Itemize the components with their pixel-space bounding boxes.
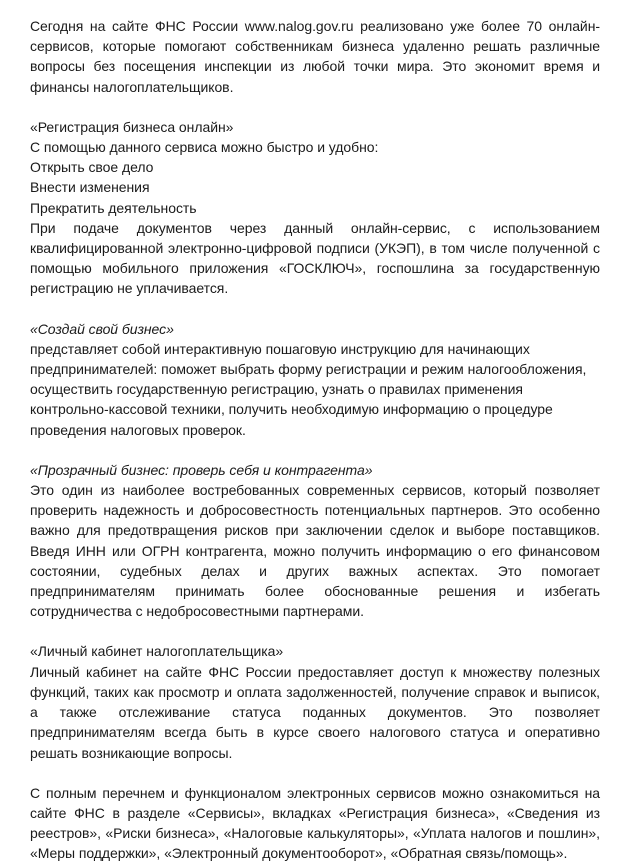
service-body-registration: При подаче документов через данный онлайн-сервис, с использованием квалифицированной электронно-цифровой подписи (УКЭП), в том числе полученной с помощью мобильного приложения «ГОСКЛЮЧ», госпошлина за государственную регистрацию не уплачивается. (30, 219, 600, 297)
service-heading-registration: «Регистрация бизнеса онлайн» (30, 118, 234, 135)
service-heading-transparent-business: «Прозрачный бизнес: проверь себя и контрагента» (30, 461, 373, 478)
service-lead-in-registration: С помощью данного сервиса можно быстро и удобно: (30, 139, 379, 156)
intro-paragraph: Сегодня на сайте ФНС России www.nalog.gov.ru реализовано уже более 70 онлайн-сервисов, которые помогают собственникам бизнеса удаленно решать различные вопросы без посещения инспекции из любой точки мира. Это экономит время и финансы налогоплательщиков. (30, 18, 600, 95)
service-list-item-make-changes: Внести изменения (30, 179, 150, 196)
service-section-create-business (30, 319, 600, 440)
service-section-registration (30, 117, 600, 299)
service-body-personal-account: Личный кабинет на сайте ФНС России предоставляет доступ к множеству полезных функций, таких как просмотр и оплата задолженностей, получение справок и выписок, а также отслеживание статуса поданных документов. Это позволяет предпринимателям всегда быть в курсе своего налогового статуса и оперативно решать возникающие вопросы. (30, 663, 600, 761)
service-body-create-business: представляет собой интерактивную пошаговую инструкцию для начинающих предпринимателей: поможет выбрать форму регистрации и режим налогообложения, осуществить государственную регистрацию, узнать о правилах применения контрольно-кассовой техники, получить необходимую информацию о процедуре проведения налоговых проверок. (30, 340, 587, 438)
service-list-item-open-business: Открыть свое дело (30, 159, 154, 176)
service-body-transparent-business: Это один из наиболее востребованных современных сервисов, который позволяет проверить надежность и добросовестность потенциальных партнеров. Это особенно важно для предотвращения рисков при заключении сделок и выборе поставщиков. Введя ИНН или ОГРН контрагента, можно получить информацию о его финансовом состоянии, судебных делах и других важных аспектах. Это помогает предпринимателям принимать более обоснованные решения и избегать сотрудничества с недобросовестными партнерами. (30, 482, 600, 620)
service-heading-create-business: «Создай свой бизнес» (30, 320, 174, 337)
closing-paragraph: С полным перечнем и функционалом электронных сервисов можно ознакомиться на сайте ФНС в разделе «Сервисы», вкладках «Регистрация бизнеса», «Сведения из реестров», «Риски бизнеса», «Налоговые калькуляторы», «Уплата налогов и пошлин», «Меры поддержки», «Электронный документооборот», «Обратная связь/помощь». (30, 784, 600, 862)
service-heading-personal-account: «Личный кабинет налогоплательщика» (30, 643, 284, 660)
service-list-item-terminate-activity: Прекратить деятельность (30, 199, 197, 216)
service-section-personal-account (30, 641, 600, 762)
document-body (30, 16, 600, 864)
service-section-transparent-business (30, 460, 600, 622)
